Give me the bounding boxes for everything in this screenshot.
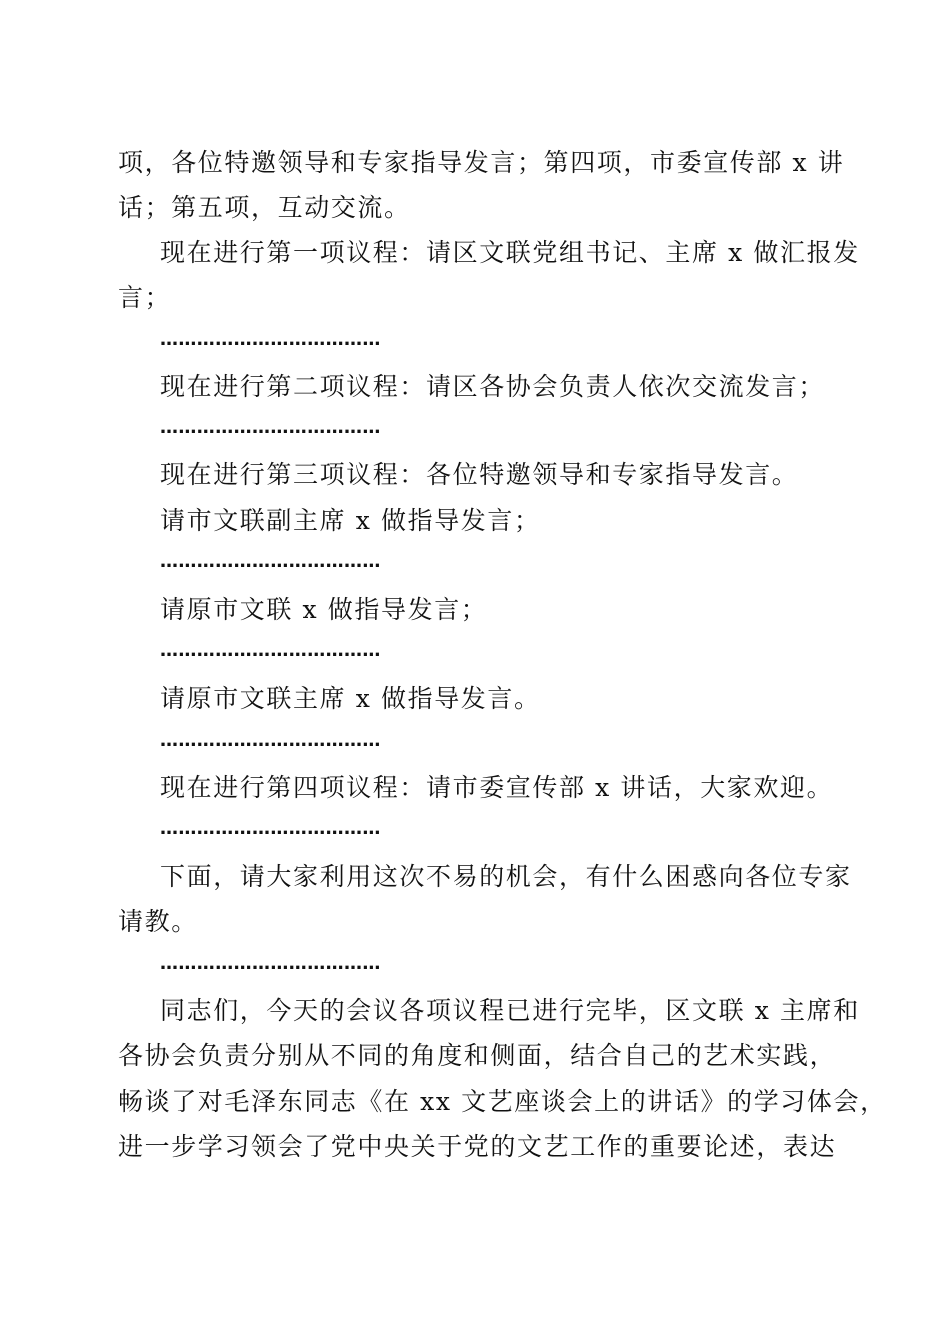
agenda-item-1-cont: 言； (118, 283, 172, 312)
ellipsis-3: ……………………………… (160, 551, 381, 572)
speaker-1: 请市文联副主席 x 做指导发言； (160, 506, 541, 535)
closing-line-4: 进一步学习领会了党中央关于党的文艺工作的重要论述，表达 (118, 1132, 837, 1161)
interaction-prompt: 下面，请大家利用这次不易的机会，有什么困惑向各位专家 (160, 862, 852, 891)
agenda-item-2: 现在进行第二项议程：请区各协会负责人依次交流发言； (160, 372, 826, 401)
ellipsis-2: ……………………………… (160, 417, 381, 438)
speaker-2: 请原市文联 x 做指导发言； (160, 595, 488, 624)
interaction-prompt-cont: 请教。 (118, 907, 198, 936)
ellipsis-5: ……………………………… (160, 730, 381, 751)
ellipsis-4: ……………………………… (160, 640, 381, 661)
ellipsis-6: ……………………………… (160, 818, 381, 839)
agenda-item-1: 现在进行第一项议程：请区文联党组书记、主席 x 做汇报发 (160, 238, 860, 267)
closing-line-2: 各协会负责分别从不同的角度和侧面，结合自己的艺术实践， (118, 1041, 837, 1070)
ellipsis-1: ……………………………… (160, 329, 381, 350)
closing-line-3: 畅谈了对毛泽东同志《在 xx 文艺座谈会上的讲话》的学习体会， (118, 1087, 887, 1116)
closing-line-1: 同志们，今天的会议各项议程已进行完毕，区文联 x 主席和 (160, 996, 860, 1025)
ellipsis-7: ……………………………… (160, 953, 381, 974)
agenda-item-3: 现在进行第三项议程：各位特邀领导和专家指导发言。 (160, 460, 799, 489)
text-line-2: 话；第五项，互动交流。 (118, 193, 411, 222)
agenda-item-4: 现在进行第四项议程：请市委宣传部 x 讲话，大家欢迎。 (160, 773, 834, 802)
speaker-3: 请原市文联主席 x 做指导发言。 (160, 684, 541, 713)
text-line-1: 项，各位特邀领导和专家指导发言；第四项，市委宣传部 x 讲 (118, 148, 845, 177)
